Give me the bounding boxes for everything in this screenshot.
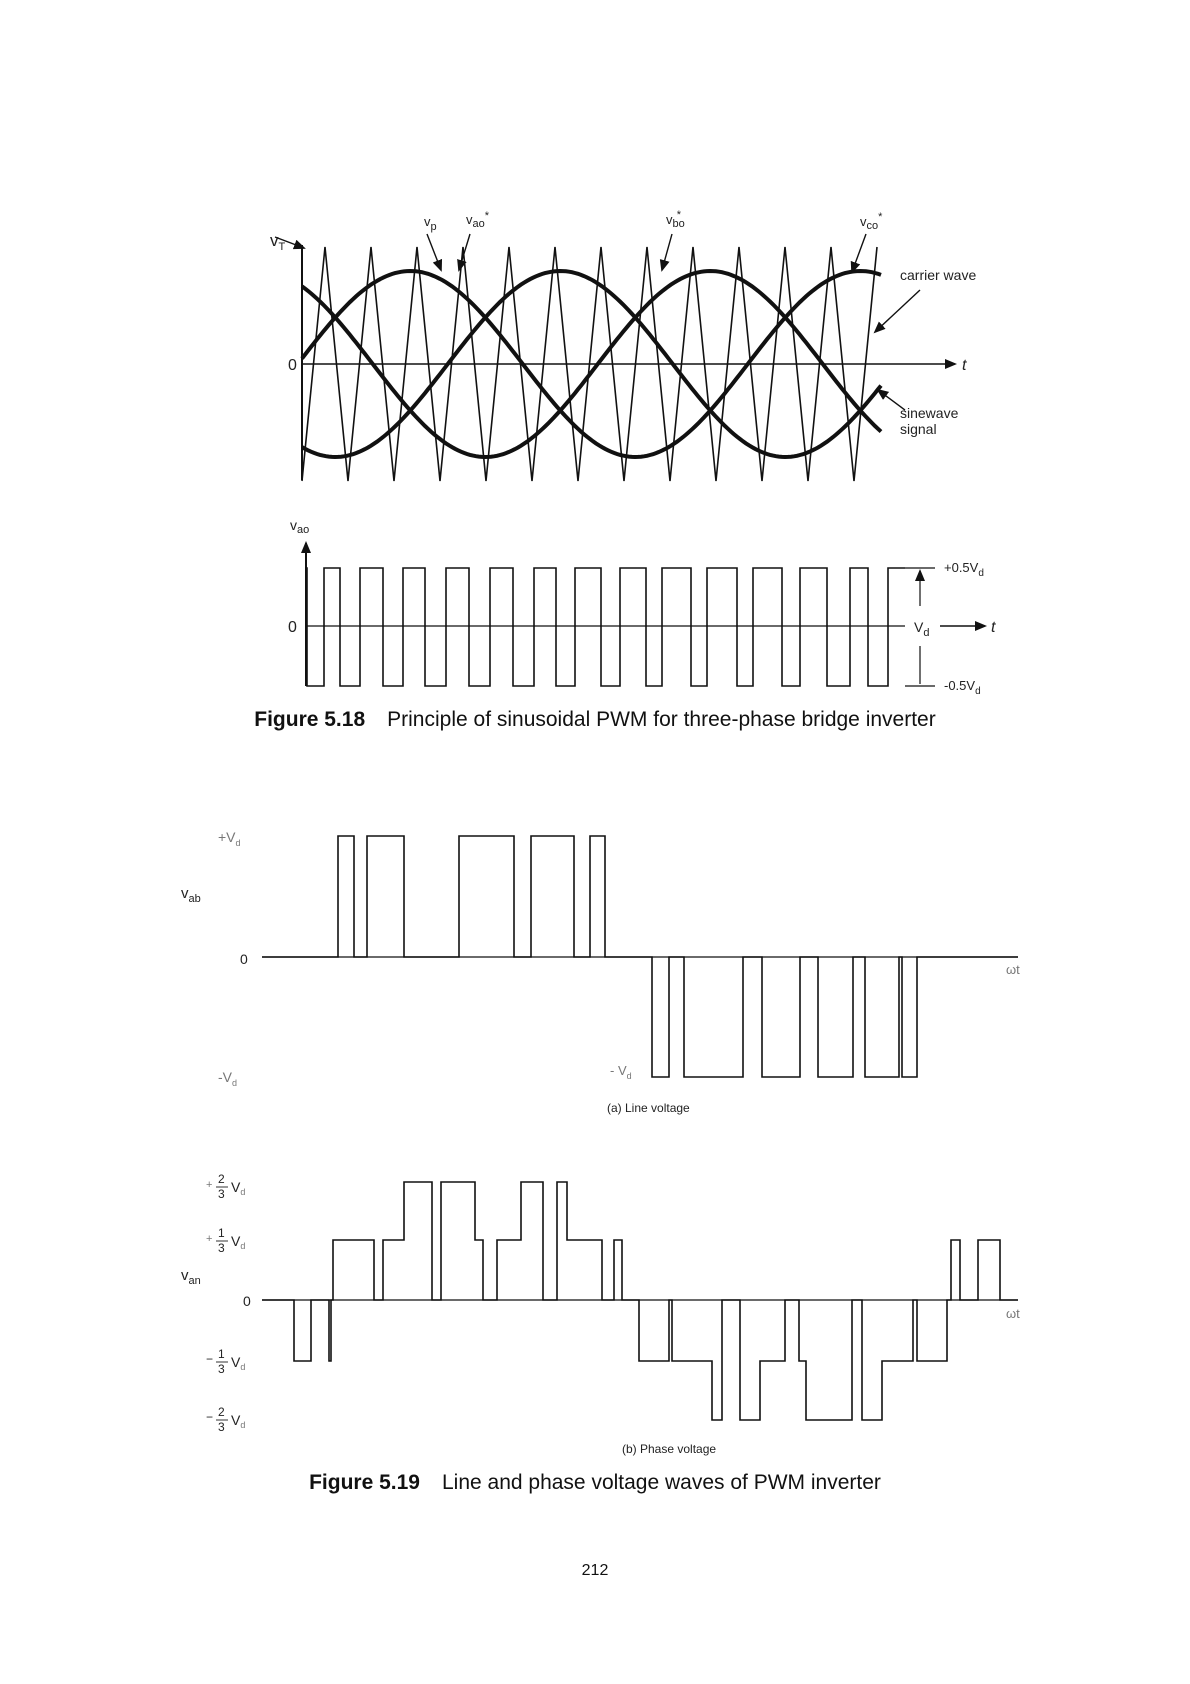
label-zero-a: 0 xyxy=(240,951,248,967)
label-vbo-star: $v_{bo}*$ xyxy=(666,209,685,230)
label-vco-star: $v_{co}^*$ xyxy=(860,211,883,232)
figure-5-18-caption xyxy=(0,708,1190,732)
vco-star-pointer-arrow xyxy=(852,234,866,272)
label-plus-one-third-vd xyxy=(206,1226,245,1255)
label-minus-two-thirds-vd xyxy=(206,1405,245,1434)
label-minus-vd-a: $-V_d$ xyxy=(218,1069,238,1088)
label-zero-top: 0 xyxy=(288,357,297,374)
label-minus-one-third-vd xyxy=(206,1347,245,1376)
subcaption-line-voltage: (a) Line voltage xyxy=(607,1101,690,1115)
label-vd: $V_d$ xyxy=(914,619,930,639)
svg-text:2: 2 xyxy=(218,1172,225,1186)
label-plus-two-thirds-vd xyxy=(206,1172,245,1201)
label-omega-t-a: ωt xyxy=(1006,962,1020,977)
svg-text:3: 3 xyxy=(218,1241,225,1255)
carrier-wave-pointer-arrow xyxy=(875,290,920,332)
svg-text:3: 3 xyxy=(218,1362,225,1376)
svg-text:Vd: $V_d$ xyxy=(231,1179,246,1197)
label-t-top: t xyxy=(962,357,967,374)
svg-text:3: 3 xyxy=(218,1187,225,1201)
page-number: 212 xyxy=(581,1562,609,1579)
svg-text:Vd: $V_d$ xyxy=(231,1354,246,1372)
svg-text:−: − xyxy=(206,1352,214,1366)
subcaption-phase-voltage: (b) Phase voltage xyxy=(622,1442,717,1456)
fig518-bottom-plot xyxy=(288,517,996,697)
figure-5-19-number: Figure 5.19 xyxy=(309,1471,420,1494)
vbo-star-pointer-arrow xyxy=(662,234,672,270)
vp-pointer-arrow xyxy=(427,234,441,270)
label-vao-star: $v_{ao}^*$ xyxy=(466,210,490,230)
figure-5-18-text: Principle of sinusoidal PWM for three-phase bridge inverter xyxy=(387,708,936,731)
figure-5-19-caption xyxy=(0,1471,1190,1495)
label-vao: $v_{ao}$ xyxy=(290,517,310,536)
label-vT: $v_T$ xyxy=(270,231,286,253)
label-carrier-wave: carrier wave xyxy=(900,267,977,283)
fig519-panel-a xyxy=(181,829,1020,1115)
figure-5-19-text: Line and phase voltage waves of PWM inverter xyxy=(441,1471,881,1494)
svg-text:2: 2 xyxy=(218,1405,225,1419)
label-t-bottom: t xyxy=(991,619,996,636)
svg-text:+: + xyxy=(206,1233,213,1245)
label-vp: $v_p$ xyxy=(424,214,437,233)
label-zero-b: 0 xyxy=(243,1293,251,1309)
fig518-top-plot xyxy=(270,209,976,481)
van-phase-voltage-waveform xyxy=(262,1182,1018,1420)
svg-text:+: + xyxy=(206,1179,213,1191)
label-signal: signal xyxy=(900,421,937,437)
label-vab: $v_{ab}$ xyxy=(181,885,201,905)
figure-5-18-number: Figure 5.18 xyxy=(254,708,366,731)
svg-text:Vd: $V_d$ xyxy=(231,1233,246,1251)
svg-text:Vd: $V_d$ xyxy=(231,1412,246,1430)
label-omega-t-b: ωt xyxy=(1006,1306,1020,1321)
svg-text:−: − xyxy=(206,1410,214,1424)
svg-text:1: 1 xyxy=(218,1226,225,1240)
svg-text:3: 3 xyxy=(218,1420,225,1434)
svg-text:1: 1 xyxy=(218,1347,225,1361)
label-plus-half-vd: $+0.5V_d$ xyxy=(944,560,984,579)
label-van: $v_{an}$ xyxy=(181,1267,201,1287)
label-plus-vd-a: $+V_d$ xyxy=(218,829,241,848)
fig519-panel-b xyxy=(181,1172,1020,1456)
label-sinewave: sinewave xyxy=(900,405,959,421)
label-zero-bottom: 0 xyxy=(288,619,297,636)
vao-pwm-waveform xyxy=(306,568,905,686)
label-minus-vd-inner: - $V_d$ xyxy=(610,1063,632,1081)
label-minus-half-vd: $-0.5V_d$ xyxy=(944,678,981,697)
